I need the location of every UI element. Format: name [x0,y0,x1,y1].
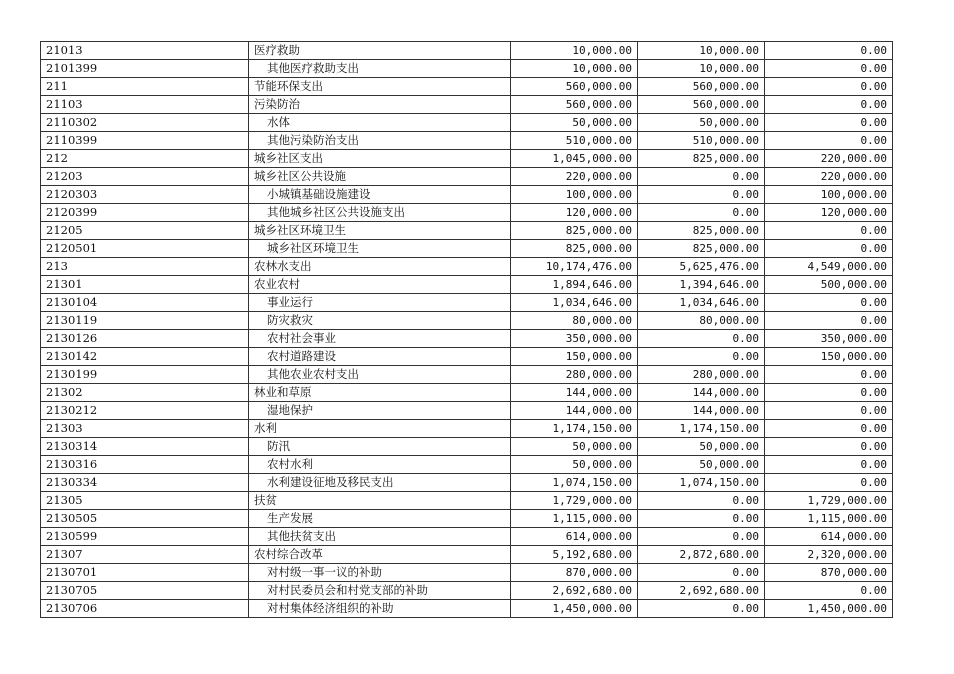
table-row [41,420,893,438]
subject-name-cell: 防汛 [249,438,511,456]
table-row [41,330,893,348]
project-amount-cell: 0.00 [765,78,893,96]
project-amount-cell: 0.00 [765,312,893,330]
total-amount-cell: 870,000.00 [511,564,638,582]
subject-code-cell: 2130199 [41,366,249,384]
basic-amount-cell: 0.00 [638,492,765,510]
basic-amount-cell: 144,000.00 [638,384,765,402]
total-amount-cell: 825,000.00 [511,240,638,258]
subject-code-cell: 2130314 [41,438,249,456]
subject-code-cell: 2120501 [41,240,249,258]
basic-amount-cell: 0.00 [638,600,765,618]
subject-name-cell: 其他城乡社区公共设施支出 [249,204,511,222]
subject-name-cell: 防灾救灾 [249,312,511,330]
total-amount-cell: 144,000.00 [511,384,638,402]
basic-amount-cell: 0.00 [638,168,765,186]
project-amount-cell: 0.00 [765,294,893,312]
total-amount-cell: 220,000.00 [511,168,638,186]
subject-name-cell: 对村民委员会和村党支部的补助 [249,582,511,600]
table-row [41,600,893,618]
subject-name-cell: 农业农村 [249,276,511,294]
table-row [41,456,893,474]
basic-amount-cell: 10,000.00 [638,42,765,60]
total-amount-cell: 10,174,476.00 [511,258,638,276]
subject-name-cell: 城乡社区支出 [249,150,511,168]
basic-amount-cell: 0.00 [638,330,765,348]
subject-code-cell: 21103 [41,96,249,114]
subject-name-cell: 城乡社区公共设施 [249,168,511,186]
subject-name-cell: 污染防治 [249,96,511,114]
subject-name-cell: 农村综合改革 [249,546,511,564]
table-row [41,492,893,510]
subject-name-cell: 小城镇基础设施建设 [249,186,511,204]
table-row [41,42,893,60]
subject-code-cell: 2110399 [41,132,249,150]
table-row [41,114,893,132]
subject-code-cell: 2130334 [41,474,249,492]
table-row [41,186,893,204]
basic-amount-cell: 50,000.00 [638,114,765,132]
total-amount-cell: 560,000.00 [511,78,638,96]
subject-name-cell: 其他农业农村支出 [249,366,511,384]
subject-code-cell: 21013 [41,42,249,60]
subject-code-cell: 2130701 [41,564,249,582]
basic-amount-cell: 2,692,680.00 [638,582,765,600]
project-amount-cell: 0.00 [765,240,893,258]
project-amount-cell: 500,000.00 [765,276,893,294]
project-amount-cell: 120,000.00 [765,204,893,222]
basic-amount-cell: 50,000.00 [638,438,765,456]
subject-code-cell: 211 [41,78,249,96]
total-amount-cell: 1,174,150.00 [511,420,638,438]
project-amount-cell: 220,000.00 [765,150,893,168]
subject-code-cell: 2130705 [41,582,249,600]
subject-code-cell: 21205 [41,222,249,240]
subject-code-cell: 21303 [41,420,249,438]
subject-name-cell: 其他医疗救助支出 [249,60,511,78]
total-amount-cell: 614,000.00 [511,528,638,546]
total-amount-cell: 560,000.00 [511,96,638,114]
project-amount-cell: 0.00 [765,132,893,150]
table-row [41,510,893,528]
total-amount-cell: 1,034,646.00 [511,294,638,312]
basic-amount-cell: 0.00 [638,204,765,222]
basic-amount-cell: 825,000.00 [638,240,765,258]
subject-code-cell: 2130104 [41,294,249,312]
project-amount-cell: 100,000.00 [765,186,893,204]
project-amount-cell: 0.00 [765,114,893,132]
subject-code-cell: 21305 [41,492,249,510]
table-row [41,276,893,294]
subject-name-cell: 扶贫 [249,492,511,510]
basic-amount-cell: 80,000.00 [638,312,765,330]
subject-code-cell: 21203 [41,168,249,186]
subject-name-cell: 对村级一事一议的补助 [249,564,511,582]
total-amount-cell: 150,000.00 [511,348,638,366]
subject-name-cell: 事业运行 [249,294,511,312]
project-amount-cell: 614,000.00 [765,528,893,546]
total-amount-cell: 50,000.00 [511,114,638,132]
project-amount-cell: 870,000.00 [765,564,893,582]
subject-code-cell: 212 [41,150,249,168]
table-row [41,258,893,276]
table-row [41,204,893,222]
project-amount-cell: 0.00 [765,438,893,456]
basic-amount-cell: 1,394,646.00 [638,276,765,294]
total-amount-cell: 1,894,646.00 [511,276,638,294]
basic-amount-cell: 10,000.00 [638,60,765,78]
basic-amount-cell: 144,000.00 [638,402,765,420]
subject-code-cell: 2130212 [41,402,249,420]
subject-code-cell: 2101399 [41,60,249,78]
total-amount-cell: 5,192,680.00 [511,546,638,564]
subject-name-cell: 林业和草原 [249,384,511,402]
project-amount-cell: 0.00 [765,60,893,78]
total-amount-cell: 1,074,150.00 [511,474,638,492]
project-amount-cell: 0.00 [765,366,893,384]
table-row [41,240,893,258]
subject-code-cell: 2130505 [41,510,249,528]
subject-code-cell: 2130126 [41,330,249,348]
subject-code-cell: 21307 [41,546,249,564]
basic-amount-cell: 560,000.00 [638,96,765,114]
basic-amount-cell: 5,625,476.00 [638,258,765,276]
project-amount-cell: 2,320,000.00 [765,546,893,564]
subject-code-cell: 2130316 [41,456,249,474]
total-amount-cell: 1,115,000.00 [511,510,638,528]
subject-name-cell: 农村道路建设 [249,348,511,366]
subject-name-cell: 其他污染防治支出 [249,132,511,150]
table-row [41,564,893,582]
basic-amount-cell: 825,000.00 [638,150,765,168]
subject-name-cell: 湿地保护 [249,402,511,420]
table-row [41,348,893,366]
basic-amount-cell: 510,000.00 [638,132,765,150]
subject-code-cell: 213 [41,258,249,276]
subject-name-cell: 农村社会事业 [249,330,511,348]
table-row [41,438,893,456]
total-amount-cell: 1,729,000.00 [511,492,638,510]
project-amount-cell: 1,450,000.00 [765,600,893,618]
subject-code-cell: 2130599 [41,528,249,546]
table-row [41,402,893,420]
total-amount-cell: 510,000.00 [511,132,638,150]
table-row [41,222,893,240]
total-amount-cell: 50,000.00 [511,438,638,456]
project-amount-cell: 4,549,000.00 [765,258,893,276]
table-row [41,96,893,114]
subject-name-cell: 城乡社区环境卫生 [249,222,511,240]
subject-name-cell: 生产发展 [249,510,511,528]
basic-amount-cell: 0.00 [638,186,765,204]
subject-code-cell: 2110302 [41,114,249,132]
subject-name-cell: 农村水利 [249,456,511,474]
subject-code-cell: 2120399 [41,204,249,222]
table-row [41,168,893,186]
total-amount-cell: 120,000.00 [511,204,638,222]
project-amount-cell: 0.00 [765,96,893,114]
project-amount-cell: 0.00 [765,582,893,600]
table-row [41,294,893,312]
table-row [41,528,893,546]
basic-amount-cell: 50,000.00 [638,456,765,474]
subject-name-cell: 水利建设征地及移民支出 [249,474,511,492]
subject-name-cell: 水利 [249,420,511,438]
total-amount-cell: 350,000.00 [511,330,638,348]
total-amount-cell: 1,045,000.00 [511,150,638,168]
total-amount-cell: 144,000.00 [511,402,638,420]
subject-name-cell: 其他扶贫支出 [249,528,511,546]
project-amount-cell: 220,000.00 [765,168,893,186]
table-row [41,546,893,564]
total-amount-cell: 80,000.00 [511,312,638,330]
table-row [41,366,893,384]
project-amount-cell: 0.00 [765,456,893,474]
basic-amount-cell: 1,034,646.00 [638,294,765,312]
total-amount-cell: 280,000.00 [511,366,638,384]
total-amount-cell: 100,000.00 [511,186,638,204]
project-amount-cell: 0.00 [765,420,893,438]
subject-name-cell: 农林水支出 [249,258,511,276]
table-row [41,582,893,600]
subject-name-cell: 城乡社区环境卫生 [249,240,511,258]
subject-name-cell: 水体 [249,114,511,132]
subject-code-cell: 2120303 [41,186,249,204]
total-amount-cell: 10,000.00 [511,60,638,78]
total-amount-cell: 50,000.00 [511,456,638,474]
table-row [41,150,893,168]
table-body [41,42,893,618]
subject-name-cell: 对村集体经济组织的补助 [249,600,511,618]
total-amount-cell: 1,450,000.00 [511,600,638,618]
table-row [41,384,893,402]
table-row [41,60,893,78]
basic-amount-cell: 2,872,680.00 [638,546,765,564]
budget-table [40,41,893,618]
table-row [41,474,893,492]
subject-code-cell: 21302 [41,384,249,402]
subject-code-cell: 2130142 [41,348,249,366]
project-amount-cell: 350,000.00 [765,330,893,348]
basic-amount-cell: 825,000.00 [638,222,765,240]
table-row [41,132,893,150]
subject-code-cell: 2130119 [41,312,249,330]
total-amount-cell: 10,000.00 [511,42,638,60]
basic-amount-cell: 0.00 [638,510,765,528]
project-amount-cell: 1,729,000.00 [765,492,893,510]
basic-amount-cell: 0.00 [638,528,765,546]
table-row [41,312,893,330]
table-row [41,78,893,96]
project-amount-cell: 150,000.00 [765,348,893,366]
subject-name-cell: 节能环保支出 [249,78,511,96]
project-amount-cell: 1,115,000.00 [765,510,893,528]
project-amount-cell: 0.00 [765,474,893,492]
basic-amount-cell: 280,000.00 [638,366,765,384]
basic-amount-cell: 0.00 [638,564,765,582]
total-amount-cell: 825,000.00 [511,222,638,240]
total-amount-cell: 2,692,680.00 [511,582,638,600]
basic-amount-cell: 1,074,150.00 [638,474,765,492]
project-amount-cell: 0.00 [765,222,893,240]
subject-code-cell: 2130706 [41,600,249,618]
project-amount-cell: 0.00 [765,42,893,60]
project-amount-cell: 0.00 [765,402,893,420]
basic-amount-cell: 0.00 [638,348,765,366]
project-amount-cell: 0.00 [765,384,893,402]
basic-amount-cell: 560,000.00 [638,78,765,96]
subject-name-cell: 医疗救助 [249,42,511,60]
basic-amount-cell: 1,174,150.00 [638,420,765,438]
subject-code-cell: 21301 [41,276,249,294]
